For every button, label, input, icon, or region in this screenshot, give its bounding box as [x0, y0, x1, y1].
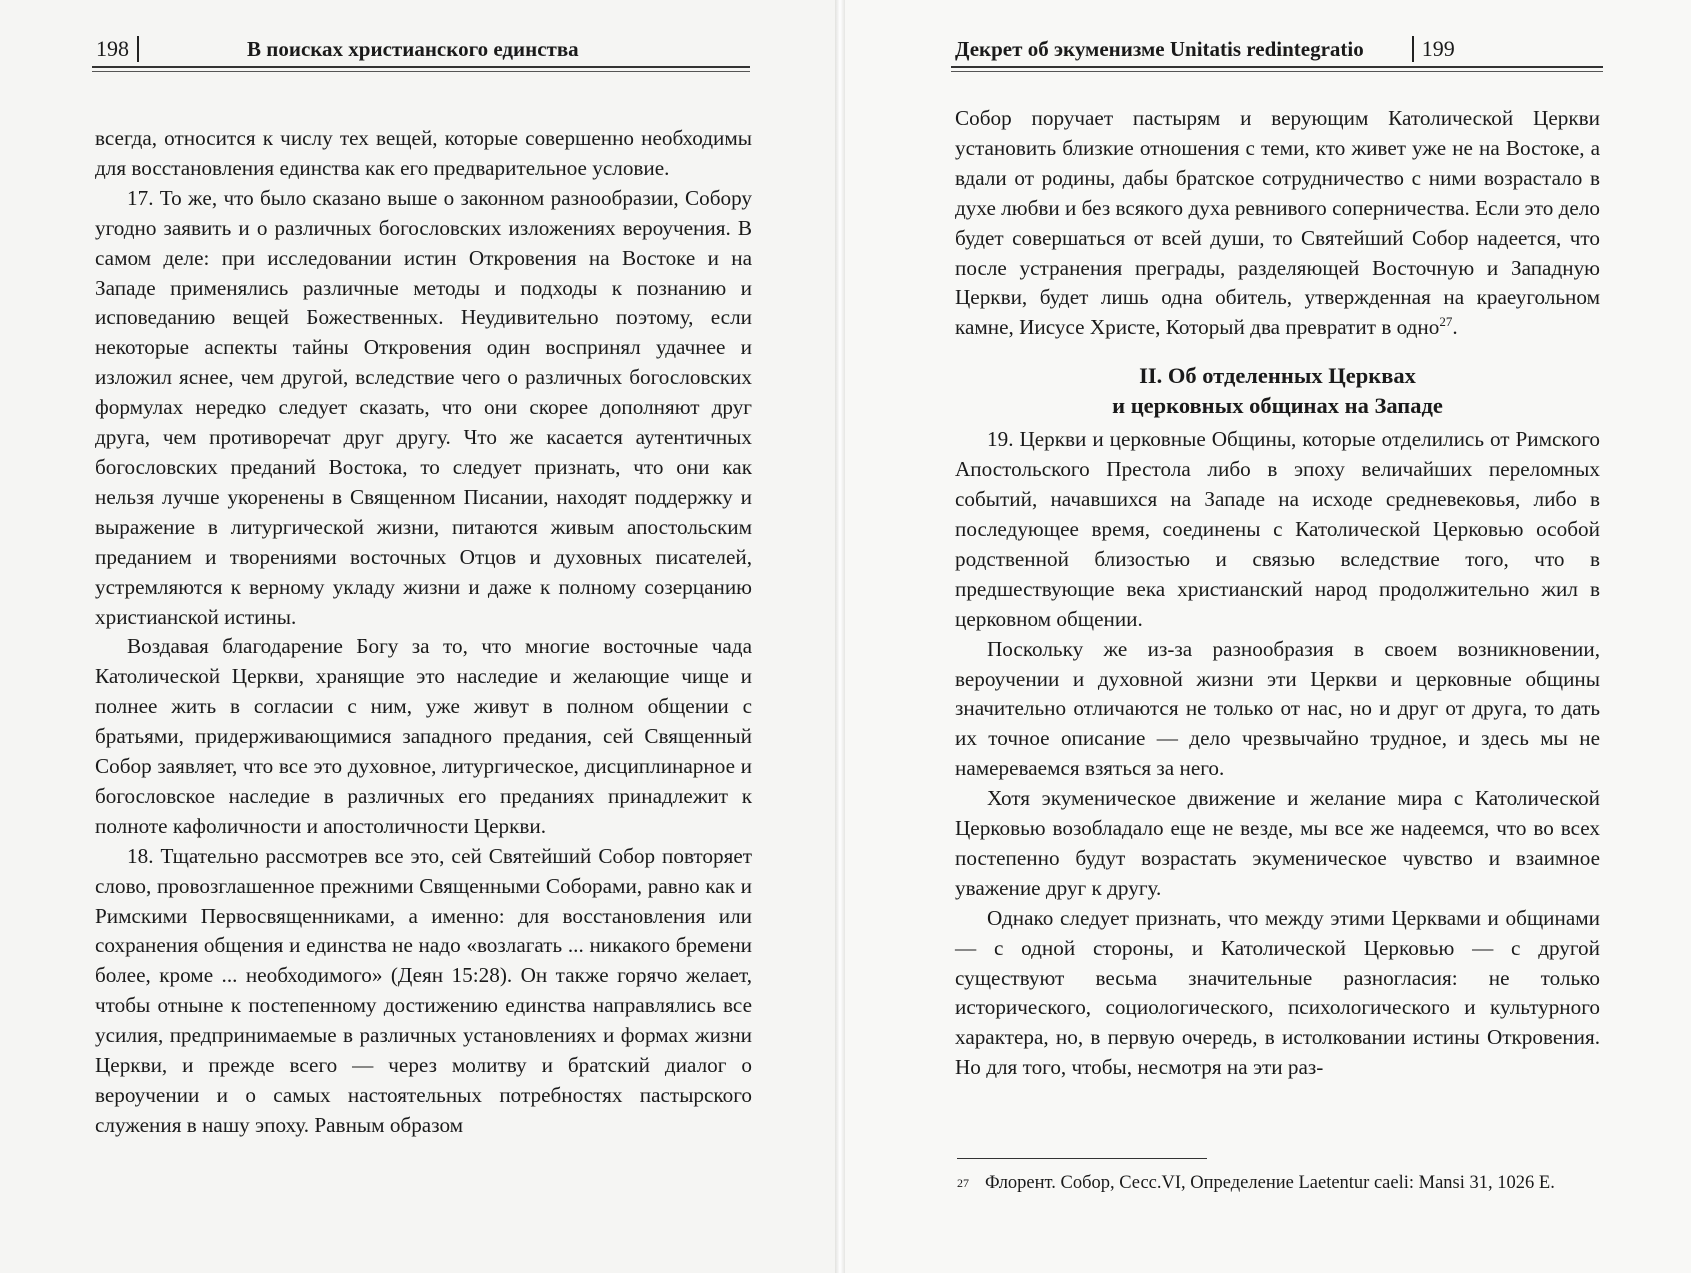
header-divider [1412, 36, 1414, 62]
footnote [957, 1170, 1597, 1196]
section-heading-line: II. Об отделенных Церквах [1139, 363, 1416, 389]
header-rule-thin [951, 71, 1603, 72]
left-page [0, 0, 835, 1273]
paragraph: Воздавая благодарение Богу за то, что многие восточные чада Католической Церкви, хранящие это наследие и желающие чище и полнее жить в согласии с ним, уже живут в полном общении с братьями, придерживающимися западного предания, сей Священный Собор заявляет, что все это духовное, литургическое, дисциплинарное и богословское наследие в различных его преданиях принадлежит к полноте кафоличности и апостоличности Церкви. [95, 634, 752, 838]
right-text-column [955, 104, 1600, 1083]
footnote-reference: 27 [1439, 314, 1453, 330]
paragraph: всегда, относится к числу тех вещей, которые совершенно необходимы для восстановления единства как его предварительное условие. [95, 126, 752, 180]
paragraph: 19. Церкви и церковные Общины, которые отделились от Римского Апостольского Престола либо в эпоху величайших переломных событий, начавшихся на Западе на исходе средневековья, либо в последующее время, соединены с Католической Церковью особой родственной близостью и связью вследствие того, что в предшествующие века христианский народ продолжительно жил в церковном общении. [955, 427, 1600, 631]
paragraph: Хотя экуменическое движение и желание мира с Католической Церковью возобладало еще не везде, мы все же надеемся, что во всех постепенно будут возрастать экуменическое чувство и взаимное уважение друг к другу. [955, 786, 1600, 900]
paragraph-text: Собор поручает пастырям и верующим Католической Церкви установить близкие отношения с теми, кто живет уже не на Востоке, а вдали от родины, дабы братское сотрудничество с ними возрастало в духе любви и без всякого духа ревнивого соперничества. Если это дело будет совершаться от всей души, то Святейший Собор надеется, что после устранения преграды, разделяющей Восточную и Западную Церкви, будет лишь одна обитель, утвержденная на краеугольном камне, Иисусе Христе, Который два превратит в одно [955, 106, 1600, 340]
footnote-text: Флорент. Собор, Сесс.VI, Определение Laetentur caeli: Mansi 31, 1026 E. [985, 1173, 1555, 1193]
header-divider [137, 36, 139, 62]
right-running-header [955, 32, 1595, 66]
left-text-column [95, 124, 752, 1141]
footnote-rule [957, 1158, 1207, 1159]
section-heading [955, 361, 1600, 421]
header-rule [92, 66, 750, 68]
header-rule [951, 66, 1603, 68]
header-rule-thin [92, 71, 750, 72]
paragraph: Собор поручает пастырям и верующим Католической Церкви установить близкие отношения с теми, кто живет уже не на Востоке, а вдали от родины, дабы братское сотрудничество с ними возрастало в духе любви и без всякого духа ревнивого соперничества. Если это дело будет совершаться от всей души, то Святейший Собор надеется, что после устранения преграды, разделяющей Восточную и Западную Церкви, будет лишь одна обитель, утвержденная на краеугольном камне, Иисусе Христе, Который два превратит в одно$^{27}$. [955, 106, 1600, 340]
left-running-header [96, 32, 696, 66]
right-page [845, 0, 1691, 1273]
paragraph: 17. То же, что было сказано выше о законном разнообразии, Собору угодно заявить и о различных богословских изложениях вероучения. В самом деле: при исследовании истин Откровения на Востоке и на Западе применялись различные методы и подходы к познанию и исповеданию вещей Божественных. Неудивительно поэтому, если некоторые аспекты тайны Откровения один воспринял удачнее и изложил яснее, чем другой, вследствие чего о различных богословских формулах нередко следует сказать, что они скорее дополняют друг друга, чем противоречат друг другу. Что же касается аутентичных богословских преданий Востока, то следует признать, что они как нельзя лучше укоренены в Священном Писании, находят поддержку и выражение в литургической жизни, питаются живым апостольским преданием и творениями восточных Отцов и духовных писателей, устремляются к верному укладу жизни и даже к полному созерцанию христианской истины. [95, 185, 752, 629]
paragraph: Однако следует признать, что между этими Церквами и общинами — с одной стороны, и Католической Церковью — с другой существуют весьма значительные разногласия: не только исторического, социологического, психологического и культурного характера, но, в первую очередь, в истолковании истины Откровения. Но для того, чтобы, несмотря на эти раз- [955, 905, 1600, 1080]
left-running-head-title: В поисках христианского единства [247, 36, 579, 61]
left-page-number: 198 [96, 36, 129, 61]
paragraph: Поскольку же из-за разнообразия в своем возникновении, вероучении и духовной жизни эти Церкви и церковные общины значительно отличаются не только от нас, но и друг от друга, то дать их точное описание — дело чрезвычайно трудное, и здесь мы не намереваемся взяться за него. [955, 636, 1600, 781]
section-heading-line: и церковных общинах на Западе [1112, 393, 1443, 419]
book-gutter [835, 0, 845, 1273]
paragraph: 18. Тщательно рассмотрев все это, сей Святейший Собор повторяет слово, провозглашенное прежними Священными Соборами, равно как и Римскими Первосвященниками, а именно: для восстановления или сохранения общения и единства не надо «возлагать ... никакого бремени более, кроме ... необходимого» (Деян 15:28). Он также горячо желает, чтобы отныне к постепенному достижению единства направлялись все усилия, предпринимаемые в различных установлениях и формах жизни Церкви, и прежде всего — через молитву и братский диалог о вероучении и о самых настоятельных потребностях пастырского служения в нашу эпоху. Равным образом [95, 843, 752, 1137]
right-running-head-title: Декрет об экуменизме Unitatis redintegratio [955, 36, 1364, 61]
footnote-marker: 27 [957, 1176, 969, 1190]
right-page-number: 199 [1421, 36, 1455, 61]
